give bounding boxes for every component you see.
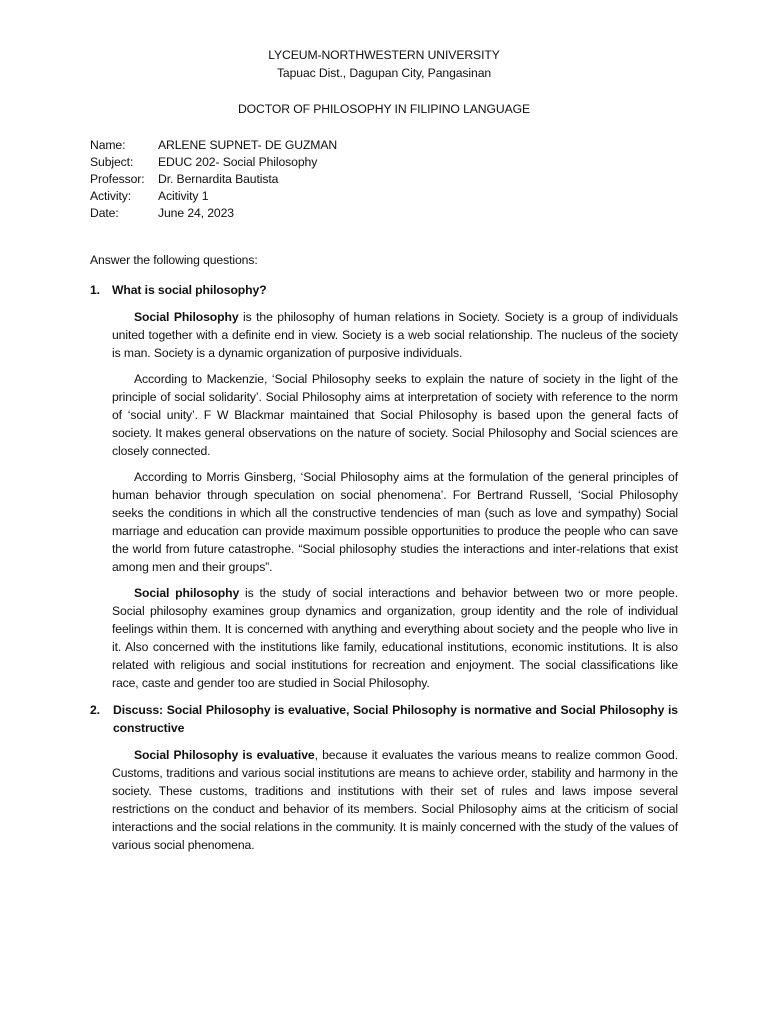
question-1-number: 1. [90, 283, 100, 298]
question-2-number: 2. [90, 703, 100, 718]
answer-2-paragraph-1-lead: Social Philosophy is evaluative [134, 748, 315, 763]
answer-1-paragraph-4-body: is the study of social interactions and behavior between two or more people. Social philosophy examines group dynamics and organization, group identity and the role of individual feelings within them. It is concerned with anything and everything about society and the people who live in it. Also concerned with the institutions like family, educational institutions, economic institutions. It is also related with religious and social institutions for recreation and enjoyment. The social classifications like race, caste and gender too are studied in Social Philosophy. [112, 586, 678, 691]
answer-1-paragraph-1-body: is the philosophy of human relations in Society. Society is a group of individuals united together with a definite end in view. Society is a web social relationship. The nucleus of the society is man. Society is a dynamic organization of purposive individuals. [112, 310, 678, 361]
info-row-professor [90, 171, 678, 188]
subject-value: EDUC 202- Social Philosophy [158, 155, 318, 169]
instruction-text: Answer the following questions: [90, 253, 258, 267]
answer-1-paragraph-2: According to Mackenzie, ‘Social Philosophy seeks to explain the nature of society in the light of the principle of social solidarity’. Social Philosophy aims at interpretation of society with reference to the norm of ‘social unity’. F W Blackmar maintained that Social Philosophy is based upon the general facts of society. It makes general observations on the nature of society. Social Philosophy and Social sciences are closely connected. [112, 372, 678, 459]
subject-label: Subject: [90, 155, 134, 169]
date-value: June 24, 2023 [158, 206, 234, 220]
date-label: Date: [90, 206, 119, 220]
question-2 [90, 701, 678, 737]
activity-value: Acitivity 1 [158, 189, 209, 203]
activity-label: Activity: [90, 189, 132, 203]
document-content [90, 46, 678, 854]
info-row-date [90, 205, 678, 222]
answer-1-paragraph-4 [112, 584, 678, 692]
question-1 [90, 281, 678, 299]
student-info [90, 137, 678, 222]
answer-1-paragraph-1-lead: Social Philosophy [134, 310, 239, 325]
answer-1-paragraph-3: According to Morris Ginsberg, ‘Social Philosophy aims at the formulation of the general principles of human behavior through speculation on social phenomena’. For Bertrand Russell, ‘Social Philosophy seeks the conditions in which all the constructive tendencies of man (such as love and sympathy) Social marriage and education can provide maximum possible opportunities to produce the people who can save the world from future catastrophe. “Social philosophy studies the interactions and inter-relations that exist among men and their groups”. [112, 470, 678, 575]
answer-2-paragraph-1 [112, 746, 678, 854]
answer-1-paragraph-1 [112, 308, 678, 362]
info-row-subject [90, 154, 678, 171]
answer-2-paragraph-1-body: , because it evaluates the various means to realize common Good. Customs, traditions and various social institutions are means to achieve order, stability and harmony in the society. These customs, traditions and institutions with their set of rules and laws impose several restrictions on the conduct and behavior of its members. Social Philosophy aims at the criticism of social interactions and the social relations in the community. It is mainly concerned with the study of the values of various social phenomena. [112, 748, 678, 853]
program-title: DOCTOR OF PHILOSOPHY IN FILIPINO LANGUAGE [237, 102, 531, 116]
question-2-text: Discuss: Social Philosophy is evaluative, Social Philosophy is normative and Social Philosophy is constructive [113, 703, 678, 736]
answer-1-paragraph-4-lead: Social philosophy [134, 586, 240, 601]
question-1-text: What is social philosophy? [112, 283, 267, 298]
university-name: LYCEUM-NORTHWESTERN UNIVERSITY [268, 48, 500, 62]
professor-label: Professor: [90, 172, 145, 186]
name-value: ARLENE SUPNET- DE GUZMAN [158, 138, 338, 152]
university-address: Tapuac Dist., Dagupan City, Pangasinan [276, 66, 492, 80]
info-row-activity [90, 188, 678, 205]
info-row-name [90, 137, 678, 154]
name-label: Name: [90, 138, 126, 152]
professor-value: Dr. Bernardita Bautista [158, 172, 279, 186]
